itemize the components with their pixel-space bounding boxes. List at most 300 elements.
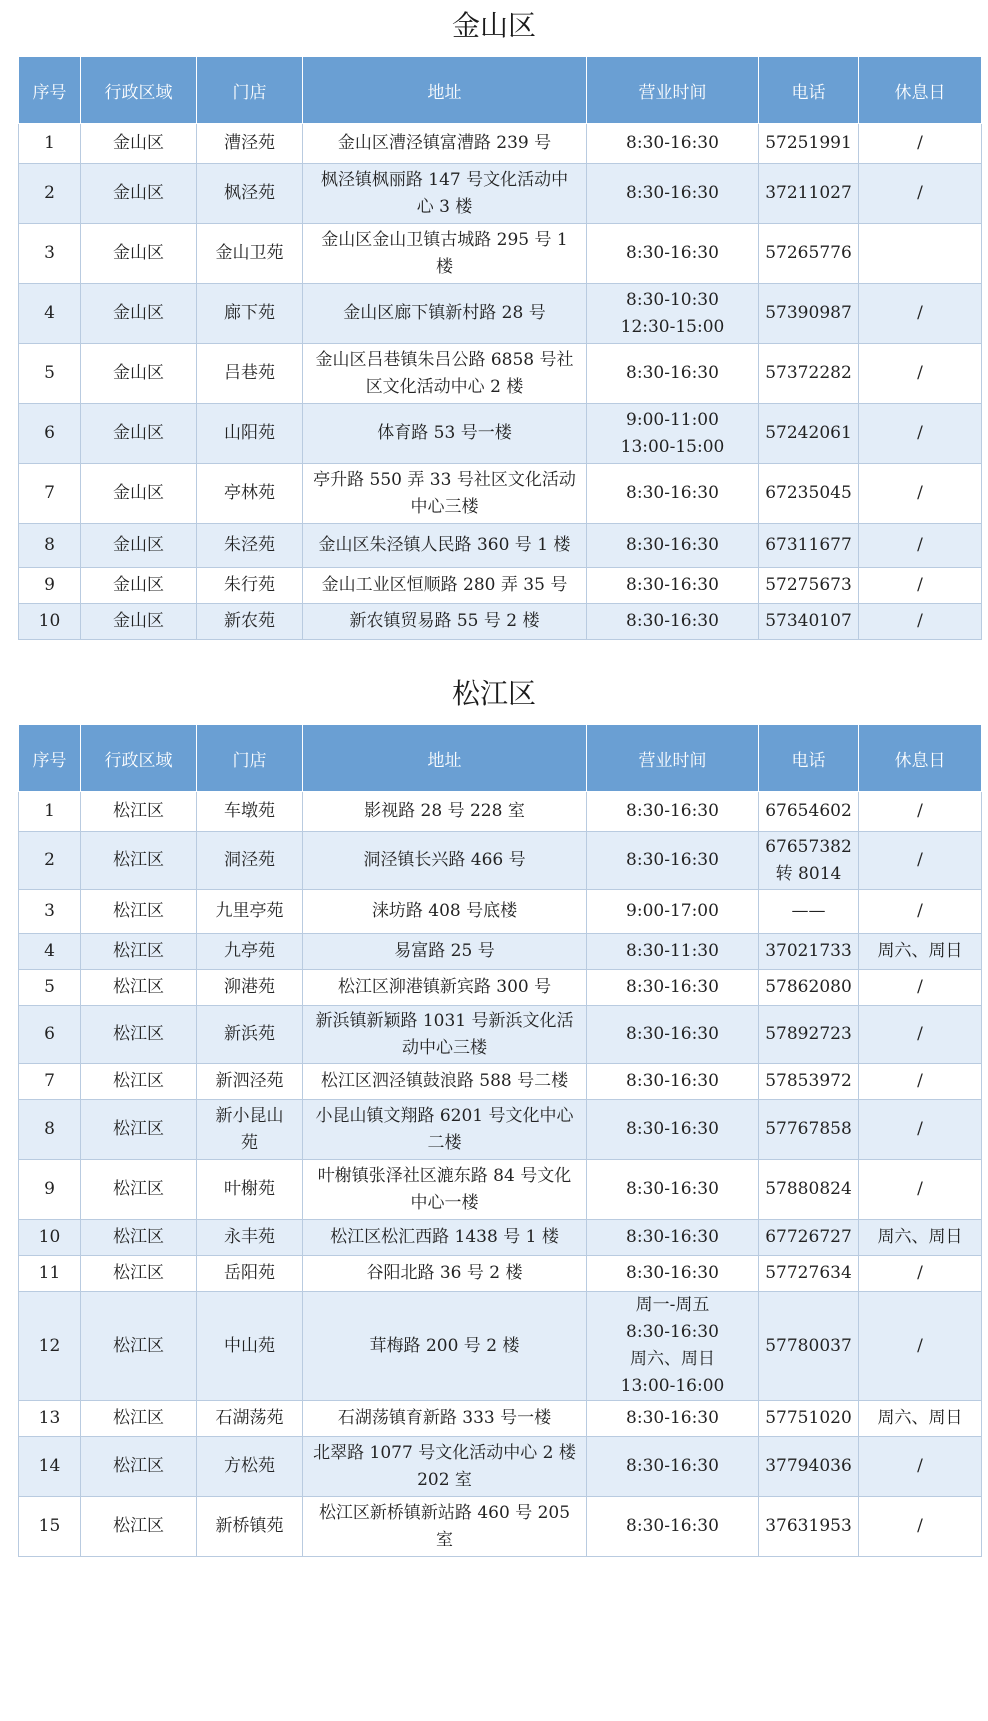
cell-phone-line: —— [791,901,826,921]
cell-phone [759,124,859,164]
cell-hours [587,284,759,344]
cell-store: 漕泾苑 [197,124,303,164]
table-row [19,1497,982,1557]
cell-phone [759,164,859,224]
cell-rest-day: / [859,970,982,1006]
cell-no: 2 [19,832,81,890]
table-row [19,1220,982,1256]
header-rest-day: 休息日 [859,725,982,792]
cell-address-line: 室 [436,1529,453,1550]
cell-no: 12 [19,1292,81,1401]
cell-address-line: 区文化活动中心 2 楼 [365,376,524,397]
cell-hours-line: 8:30-16:30 [626,575,719,595]
cell-address-line: 小昆山镇文翔路 6201 号文化中心 [315,1105,574,1126]
cell-rest-day: / [859,792,982,832]
cell-address-line: 楼 [436,256,453,277]
cell-rest-day: / [859,1100,982,1160]
cell-address [303,934,587,970]
cell-phone [759,568,859,604]
cell-address-line: 心 3 楼 [416,196,473,217]
table-row [19,404,982,464]
table-row [19,464,982,524]
cell-store: 叶榭苑 [197,1160,303,1220]
cell-hours [587,464,759,524]
cell-rest-day: / [859,1497,982,1557]
cell-address [303,970,587,1006]
cell-phone [759,1064,859,1100]
table-row [19,1160,982,1220]
cell-store: 枫泾苑 [197,164,303,224]
cell-phone [759,1006,859,1064]
cell-rest-day: / [859,404,982,464]
table-row [19,890,982,934]
cell-rest-day: / [859,124,982,164]
cell-address-line: 枫泾镇枫丽路 147 号文化活动中 [320,169,569,190]
cell-phone [759,284,859,344]
cell-rest-day: / [859,568,982,604]
cell-hours [587,1256,759,1292]
table-row [19,568,982,604]
cell-address-line: 松江区泗泾镇鼓浪路 588 号二楼 [320,1071,569,1091]
table-row [19,934,982,970]
cell-address-line: 易富路 25 号 [394,941,495,961]
cell-address [303,604,587,640]
cell-phone-line: 37794036 [765,1456,852,1476]
cell-district: 松江区 [81,1220,197,1256]
cell-district: 金山区 [81,568,197,604]
cell-hours [587,792,759,832]
cell-address-line: 金山区吕巷镇朱吕公路 6858 号社 [315,349,574,370]
cell-rest-day: 周六、周日 [859,934,982,970]
cell-hours-line: 周一-周五 [635,1295,710,1315]
cell-no: 15 [19,1497,81,1557]
cell-district: 松江区 [81,1401,197,1437]
table-row [19,832,982,890]
cell-address [303,1401,587,1437]
cell-address-line: 二楼 [427,1132,462,1153]
cell-no: 7 [19,464,81,524]
table-row [19,1100,982,1160]
cell-address-line: 松江区泖港镇新宾路 300 号 [337,977,552,997]
cell-address [303,284,587,344]
cell-store: 岳阳苑 [197,1256,303,1292]
cell-hours [587,404,759,464]
cell-rest-day: / [859,524,982,568]
header-no: 序号 [19,57,81,124]
cell-district: 金山区 [81,224,197,284]
cell-phone [759,792,859,832]
cell-no: 7 [19,1064,81,1100]
cell-address [303,524,587,568]
cell-address-line: 石湖荡镇育新路 333 号一楼 [337,1408,552,1428]
cell-hours-line: 9:00-17:00 [626,901,719,921]
cell-store-line: 新小昆山 [215,1105,284,1126]
cell-hours-line: 13:00-16:00 [620,1376,725,1396]
cell-rest-day: / [859,604,982,640]
cell-hours-line: 周六、周日 [630,1349,715,1369]
table-row [19,792,982,832]
cell-phone [759,1292,859,1401]
cell-hours-line: 13:00-15:00 [620,436,725,457]
header-phone: 电话 [759,725,859,792]
cell-address-line: 叶榭镇张泽社区漉东路 84 号文化 [317,1165,572,1186]
cell-rest-day: / [859,890,982,934]
header-address: 地址 [303,725,587,792]
cell-address [303,1006,587,1064]
cell-phone-line: 57251991 [765,133,852,153]
cell-address-line: 松江区松汇西路 1438 号 1 楼 [330,1227,559,1247]
cell-phone [759,832,859,890]
table-row [19,1064,982,1100]
cell-store: 九亭苑 [197,934,303,970]
cell-district: 松江区 [81,1006,197,1064]
cell-hours [587,524,759,568]
cell-district: 松江区 [81,1100,197,1160]
cell-hours-line: 8:30-16:30 [626,1322,719,1342]
cell-no: 11 [19,1256,81,1292]
cell-phone-line: 67657382 [765,836,852,857]
table-row [19,1401,982,1437]
cell-district: 松江区 [81,1160,197,1220]
cell-address-line: 涞坊路 408 号底楼 [371,901,518,921]
cell-hours [587,1160,759,1220]
table-header [19,725,982,792]
header-rest-day: 休息日 [859,57,982,124]
cell-rest-day: / [859,832,982,890]
cell-hours-line: 9:00-11:00 [626,409,719,430]
cell-district: 松江区 [81,1437,197,1497]
cell-hours [587,344,759,404]
cell-address [303,464,587,524]
cell-address [303,1100,587,1160]
cell-address-line: 影视路 28 号 228 室 [364,801,525,821]
cell-no: 4 [19,934,81,970]
cell-hours-line: 8:30-11:30 [626,941,719,961]
header-store: 门店 [197,725,303,792]
cell-district: 松江区 [81,890,197,934]
cell-store: 新桥镇苑 [197,1497,303,1557]
cell-address-line: 金山区金山卫镇古城路 295 号 1 [321,229,568,250]
section-title-jinshan: 金山区 [451,9,536,42]
cell-address [303,832,587,890]
cell-hours [587,832,759,890]
cell-hours-line: 8:30-16:30 [626,1263,719,1283]
cell-phone [759,464,859,524]
cell-hours [587,1292,759,1401]
table-row [19,1006,982,1064]
cell-district: 松江区 [81,1292,197,1401]
cell-phone [759,1256,859,1292]
cell-hours-line: 8:30-16:30 [626,1071,719,1091]
cell-address-line: 新农镇贸易路 55 号 2 楼 [349,611,540,631]
cell-district: 金山区 [81,284,197,344]
cell-address-line: 金山区廊下镇新村路 28 号 [343,303,546,323]
cell-store: 新泗泾苑 [197,1064,303,1100]
header-address: 地址 [303,57,587,124]
cell-no: 5 [19,970,81,1006]
cell-no: 3 [19,890,81,934]
cell-district: 松江区 [81,832,197,890]
cell-store: 方松苑 [197,1437,303,1497]
cell-phone-line: 57372282 [765,363,852,383]
cell-phone-line: 57853972 [765,1071,852,1091]
cell-hours [587,1006,759,1064]
cell-address-line: 茸梅路 200 号 2 楼 [369,1335,520,1356]
table-body [19,792,982,1557]
cell-no: 10 [19,604,81,640]
cell-address [303,1437,587,1497]
cell-district: 松江区 [81,1064,197,1100]
cell-phone-line: 67726727 [765,1227,852,1247]
table-body [19,124,982,640]
cell-store: 九里亭苑 [197,890,303,934]
cell-store: 山阳苑 [197,404,303,464]
cell-address-line: 中心三楼 [410,496,479,517]
cell-hours [587,1437,759,1497]
cell-phone [759,1220,859,1256]
cell-hours-line: 8:30-16:30 [626,850,719,870]
cell-address [303,1292,587,1401]
cell-address-line: 金山区漕泾镇富漕路 239 号 [337,133,552,153]
table-row [19,164,982,224]
section-title-songjiang: 松江区 [451,677,536,710]
cell-phone-line: 57275673 [765,575,852,595]
cell-store: 朱行苑 [197,568,303,604]
cell-phone [759,1437,859,1497]
cell-rest-day: / [859,1160,982,1220]
cell-store: 中山苑 [197,1292,303,1401]
cell-no: 9 [19,1160,81,1220]
cell-address [303,1160,587,1220]
store-table-jinshan [18,56,982,640]
cell-address-line: 谷阳北路 36 号 2 楼 [366,1263,523,1283]
cell-hours-line: 8:30-16:30 [626,363,719,383]
cell-address [303,224,587,284]
cell-phone [759,970,859,1006]
cell-phone [759,604,859,640]
cell-store: 车墩苑 [197,792,303,832]
cell-district: 金山区 [81,344,197,404]
cell-hours [587,1401,759,1437]
table-row [19,524,982,568]
header-district: 行政区域 [81,725,197,792]
cell-address-line: 新浜镇新颖路 1031 号新浜文化活 [315,1010,574,1031]
table-header [19,57,982,124]
cell-phone [759,524,859,568]
cell-no: 6 [19,1006,81,1064]
cell-rest-day: 周六、周日 [859,1401,982,1437]
header-phone: 电话 [759,57,859,124]
cell-address [303,404,587,464]
cell-address [303,1220,587,1256]
cell-hours-line: 8:30-16:30 [626,133,719,153]
cell-rest-day: / [859,1064,982,1100]
cell-hours-line: 8:30-16:30 [626,1456,719,1476]
cell-address [303,1064,587,1100]
cell-phone [759,404,859,464]
cell-hours [587,890,759,934]
table-row [19,1437,982,1497]
cell-phone-line: 57767858 [765,1119,852,1139]
table-row [19,124,982,164]
cell-address-line: 动中心三楼 [402,1037,487,1058]
cell-phone [759,1497,859,1557]
cell-hours-line: 8:30-16:30 [626,183,719,203]
cell-phone [759,1401,859,1437]
cell-rest-day: / [859,284,982,344]
cell-store: 石湖荡苑 [197,1401,303,1437]
cell-phone-line: 57265776 [765,243,852,263]
cell-address [303,164,587,224]
table-row [19,1292,982,1401]
cell-no: 6 [19,404,81,464]
cell-phone [759,224,859,284]
cell-phone-line: 57390987 [765,303,852,323]
cell-address [303,890,587,934]
cell-store: 新浜苑 [197,1006,303,1064]
cell-store: 廊下苑 [197,284,303,344]
cell-phone-line: 57727634 [765,1263,852,1283]
cell-hours-line: 8:30-16:30 [626,243,719,263]
cell-hours-line: 8:30-16:30 [626,977,719,997]
cell-address-line: 金山区朱泾镇人民路 360 号 1 楼 [318,535,571,555]
cell-no: 1 [19,792,81,832]
cell-address [303,124,587,164]
cell-no: 8 [19,1100,81,1160]
cell-hours-line: 8:30-16:30 [626,1516,719,1536]
cell-hours [587,1497,759,1557]
cell-address [303,568,587,604]
cell-phone-line: 37211027 [765,183,852,203]
cell-phone [759,1100,859,1160]
cell-address-line: 中心一楼 [410,1192,479,1213]
store-table-songjiang [18,724,982,1557]
cell-phone-line: 57751020 [765,1408,852,1428]
cell-hours-line: 8:30-16:30 [626,1024,719,1044]
cell-rest-day: / [859,1292,982,1401]
cell-hours [587,934,759,970]
cell-district: 金山区 [81,464,197,524]
cell-phone-line: 67235045 [765,483,852,503]
cell-store: 新农苑 [197,604,303,640]
cell-phone [759,890,859,934]
cell-no: 5 [19,344,81,404]
header-hours: 营业时间 [587,57,759,124]
cell-rest-day: / [859,1006,982,1064]
cell-hours [587,124,759,164]
cell-district: 金山区 [81,524,197,568]
cell-hours-line: 8:30-16:30 [626,1179,719,1199]
cell-phone-line: 57862080 [765,977,852,997]
cell-hours-line: 8:30-16:30 [626,801,719,821]
cell-rest-day: / [859,464,982,524]
cell-phone-line: 67654602 [765,801,852,821]
cell-phone-line: 57780037 [765,1335,852,1356]
cell-no: 8 [19,524,81,568]
cell-district: 松江区 [81,792,197,832]
table-row [19,284,982,344]
cell-phone [759,934,859,970]
cell-address-line: 金山工业区恒顺路 280 弄 35 号 [321,575,568,595]
cell-hours [587,1064,759,1100]
table-row [19,344,982,404]
cell-no: 3 [19,224,81,284]
cell-rest-day: / [859,164,982,224]
cell-store: 永丰苑 [197,1220,303,1256]
cell-no: 4 [19,284,81,344]
cell-hours-line: 8:30-16:30 [626,1408,719,1428]
cell-no: 13 [19,1401,81,1437]
cell-hours [587,970,759,1006]
cell-phone [759,1160,859,1220]
cell-store: 洞泾苑 [197,832,303,890]
cell-phone-line: 37631953 [765,1516,852,1536]
cell-district: 金山区 [81,164,197,224]
cell-address [303,792,587,832]
cell-address-line: 亭升路 550 弄 33 号社区文化活动 [313,469,576,490]
cell-hours [587,568,759,604]
cell-rest-day [859,224,982,284]
cell-store: 泖港苑 [197,970,303,1006]
cell-rest-day: / [859,1256,982,1292]
cell-hours-line: 8:30-16:30 [626,1119,719,1139]
table-row [19,224,982,284]
table-row [19,970,982,1006]
cell-hours [587,164,759,224]
cell-no: 9 [19,568,81,604]
cell-store [197,1100,303,1160]
cell-no: 10 [19,1220,81,1256]
cell-store: 朱泾苑 [197,524,303,568]
cell-district: 松江区 [81,970,197,1006]
cell-rest-day: 周六、周日 [859,1220,982,1256]
header-district: 行政区域 [81,57,197,124]
cell-hours [587,224,759,284]
cell-district: 松江区 [81,1497,197,1557]
cell-address [303,344,587,404]
cell-phone-line: 37021733 [765,941,852,961]
cell-address-line: 202 室 [417,1469,472,1490]
cell-rest-day: / [859,344,982,404]
cell-phone-line: 57340107 [765,611,852,631]
cell-hours [587,1100,759,1160]
cell-address [303,1497,587,1557]
header-store: 门店 [197,57,303,124]
header-no: 序号 [19,725,81,792]
cell-phone-line: 57892723 [765,1024,852,1044]
cell-no: 2 [19,164,81,224]
cell-hours-line: 8:30-16:30 [626,611,719,631]
table-row [19,604,982,640]
cell-address [303,1256,587,1292]
cell-store-line: 苑 [241,1132,258,1153]
cell-no: 14 [19,1437,81,1497]
cell-no: 1 [19,124,81,164]
cell-phone [759,344,859,404]
header-hours: 营业时间 [587,725,759,792]
cell-district: 金山区 [81,404,197,464]
cell-hours-line: 8:30-16:30 [626,483,719,503]
table-row [19,1256,982,1292]
cell-store: 亭林苑 [197,464,303,524]
cell-district: 松江区 [81,1256,197,1292]
cell-rest-day: / [859,1437,982,1497]
cell-hours-line: 12:30-15:00 [620,316,725,337]
cell-store: 吕巷苑 [197,344,303,404]
cell-hours [587,604,759,640]
cell-address-line: 松江区新桥镇新站路 460 号 205 [318,1502,571,1523]
cell-phone-line: 57880824 [765,1179,852,1199]
